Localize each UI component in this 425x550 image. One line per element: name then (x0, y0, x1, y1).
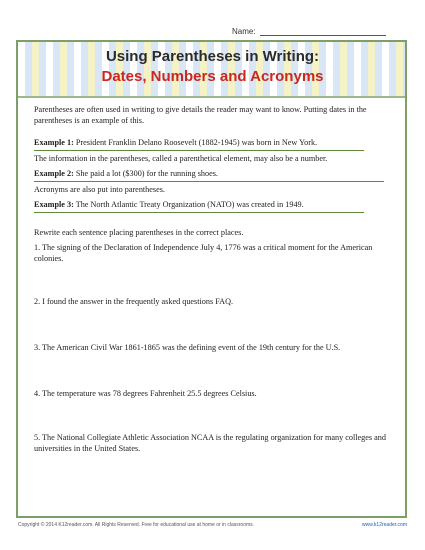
footer-site-link[interactable]: www.k12reader.com (361, 522, 407, 528)
example-3-label: Example 3: (34, 200, 74, 209)
example-1-text: President Franklin Delano Roosevelt (1882-1945) was born in New York. (73, 138, 318, 147)
example-1-rule (34, 150, 364, 151)
worksheet-subtitle: Dates, Numbers and Acronyms (101, 68, 324, 85)
instructions: Rewrite each sentence placing parentheses in the correct places. (34, 228, 244, 237)
name-blank-line[interactable] (260, 27, 386, 36)
name-label: Name: (232, 27, 256, 36)
example-2-label: Example 2: (34, 169, 74, 178)
example-1 (34, 138, 394, 149)
footer-copyright: Copyright © 2014 K12reader.com. All Rights Reserved. Free for educational use at home or in classrooms. (18, 522, 255, 528)
exercise-item-4: 4. The temperature was 78 degrees Fahrenheit 25.5 degrees Celsius. (34, 389, 257, 398)
example-2-rule (34, 181, 384, 182)
note-2: Acronyms are also put into parentheses. (34, 185, 165, 194)
example-2 (34, 169, 394, 180)
worksheet-title: Using Parentheses in Writing: (105, 48, 320, 65)
example-2-text: She paid a lot ($300) for the running shoes. (73, 169, 218, 178)
name-field (232, 27, 386, 36)
intro-paragraph: Parentheses are often used in writing to give details the reader may want to know. Putting dates in the parentheses is an example of this. (34, 105, 367, 125)
exercise-item-1: 1. The signing of the Declaration of Independence July 4, 1776 was a critical moment for the American colonies. (34, 243, 373, 263)
example-1-label: Example 1: (34, 138, 74, 147)
exercise-item-5: 5. The National Collegiate Athletic Association NCAA is the regulating organization for many colleges and universities in the United States. (34, 433, 386, 453)
exercise-item-3: 3. The American Civil War 1861-1865 was the defining event of the 19th century for the U.S. (34, 343, 341, 352)
note-1: The information in the parentheses, called a parenthetical element, may also be a number. (34, 154, 328, 163)
exercise-item-2: 2. I found the answer in the frequently asked questions FAQ. (34, 297, 234, 306)
example-3-rule (34, 212, 364, 213)
example-3 (34, 200, 394, 211)
example-3-text: The North Atlantic Treaty Organization (NATO) was created in 1949. (73, 200, 304, 209)
